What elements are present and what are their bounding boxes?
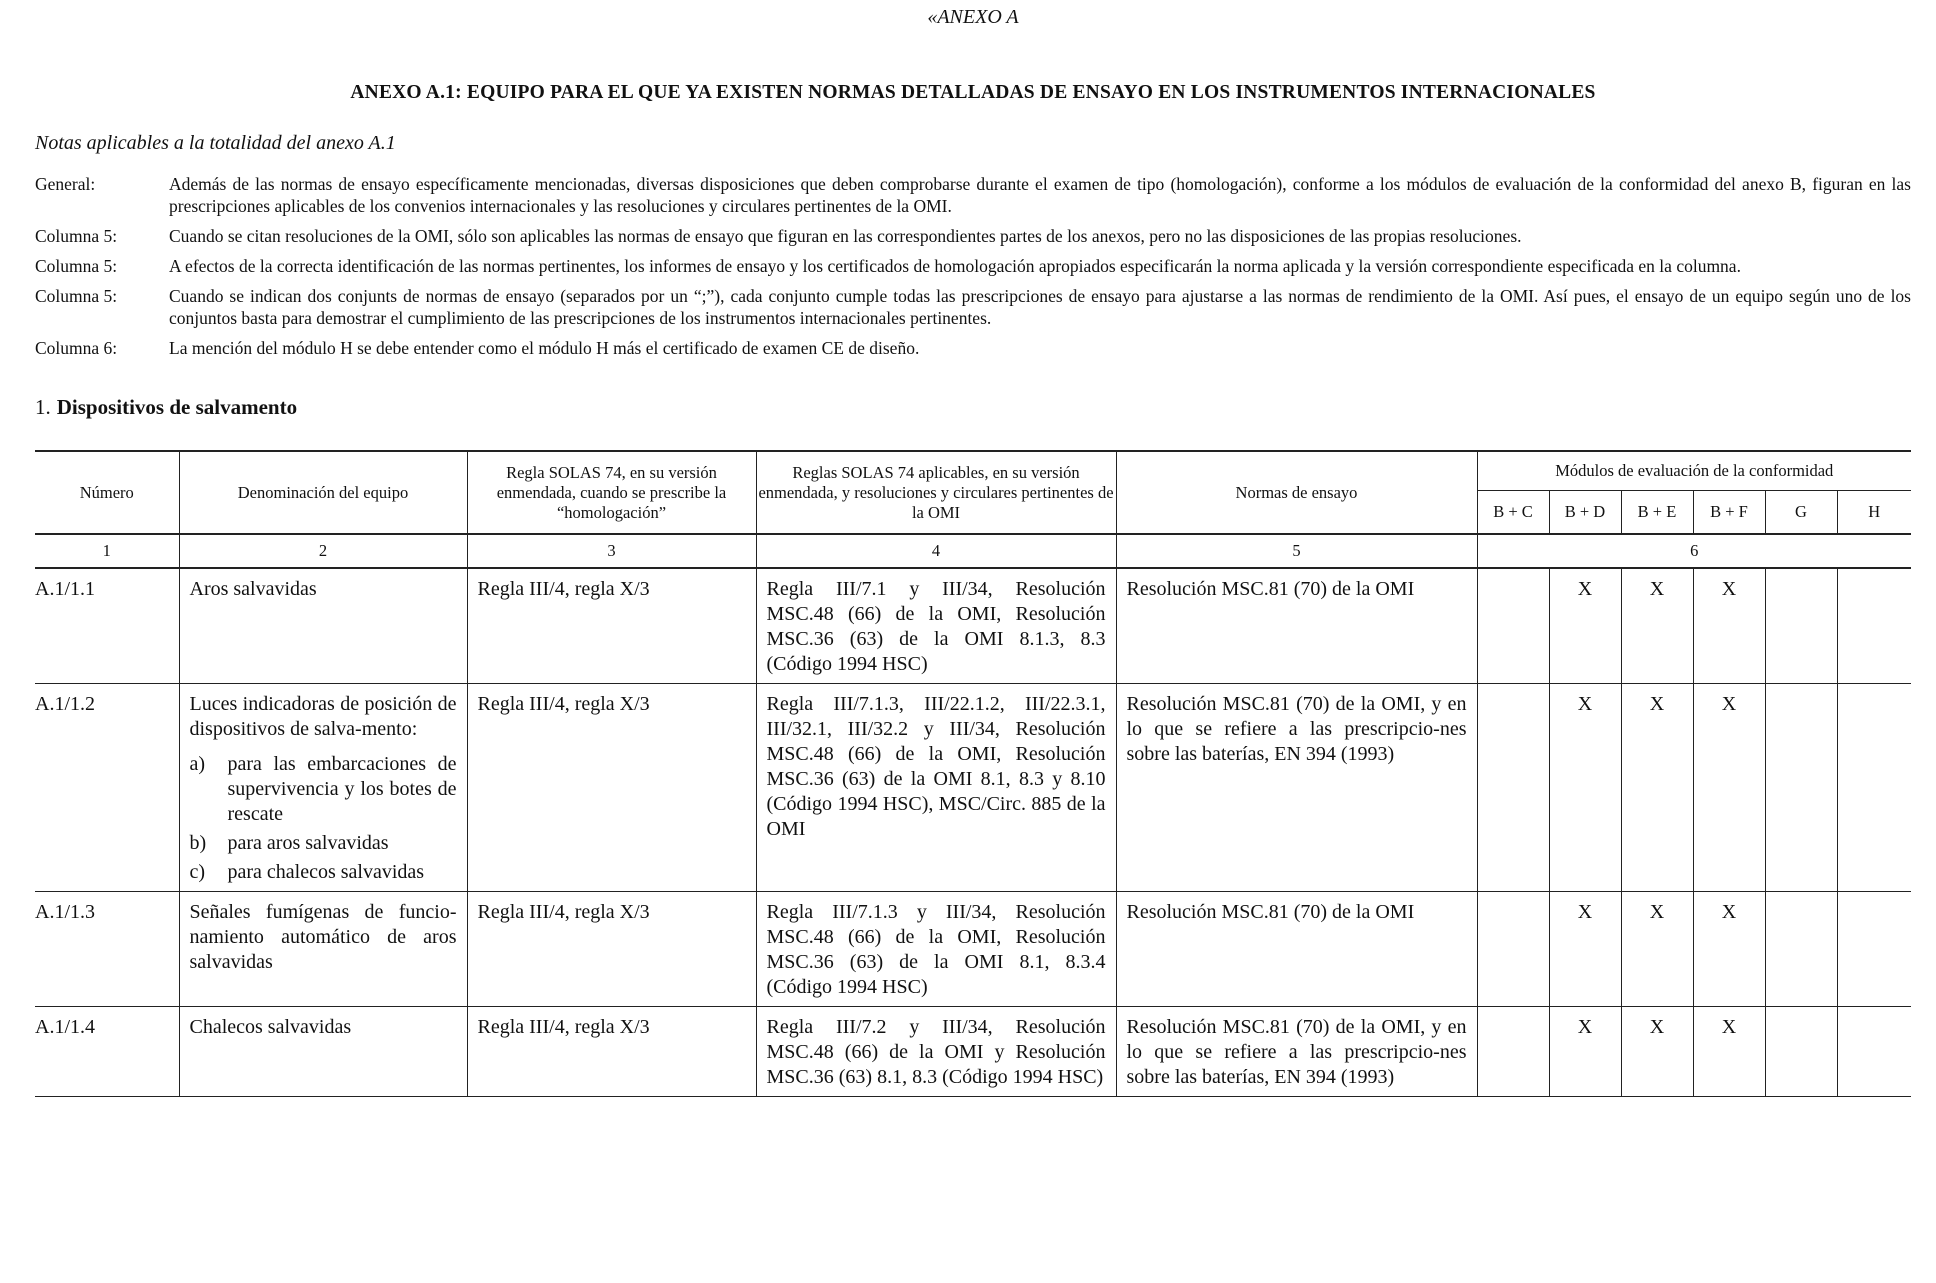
module-mark: X [1621,892,1693,1007]
header-module: H [1837,491,1911,535]
module-mark [1837,892,1911,1007]
header-reglas: Reglas SOLAS 74 aplicables, en su versión enmendada, y resoluciones y circulares pertinentes de la OMI [756,451,1116,534]
note-column-6 [35,337,1911,359]
column-number: 4 [756,534,1116,568]
note-text: Cuando se citan resoluciones de la OMI, sólo son aplicables las normas de ensayo que figuran en las correspondientes partes de los anexos, pero no las disposiciones de las propias resoluciones. [169,226,1522,246]
module-mark: X [1693,892,1765,1007]
row-number: A.1/1.1 [35,568,179,684]
equipment-name: Aros salvavidas [179,568,467,684]
equipment-name: Luces indicadoras de posición de dispositivos de salva-mento: [189,693,457,740]
document-page [35,0,1911,1097]
column-number: 5 [1116,534,1477,568]
sub-item-letter: a) [189,753,206,775]
test-standards: Resolución MSC.81 (70) de la OMI [1116,568,1477,684]
equipment-name: Chalecos salvavidas [179,1007,467,1097]
row-number: A.1/1.2 [35,684,179,892]
header-numero: Número [35,451,179,534]
solas-reglas: Regla III/7.2 y III/34, Resolución MSC.48 (66) de la OMI y Resolución MSC.36 (63) 8.1, 8.3 (Código 1994 HSC) [756,1007,1116,1097]
equipment-name: Señales fumígenas de funcio-namiento automático de aros salvavidas [179,892,467,1007]
sub-item-letter: c) [189,861,206,883]
sub-item-text: para las embarcaciones de supervivencia y los botes de rescate [227,753,457,825]
note-label: Columna 6: [35,338,118,358]
module-mark: X [1549,892,1621,1007]
module-mark [1765,568,1837,684]
note-text: A efectos de la correcta identificación de las normas pertinentes, los informes de ensayo y los certificados de homologación apropiados especificarán la norma aplicada y la versión correspondiente especificada en la columna. [169,256,1741,276]
header-module: B + C [1477,491,1549,535]
module-mark [1837,568,1911,684]
module-mark: X [1621,1007,1693,1097]
note-text: Cuando se indican dos conjunts de normas de ensayo (separados por un “;”), cada conjunto cumple todas las prescripciones de ensayo para ajustarse a las normas de rendimiento de la OMI. Así pues, el ensayo de un equipo según uno de los conjuntos basta para demostrar el cumplimiento de las prescripciones de los instrumentos internacionales pertinentes. [169,286,1911,328]
test-standards: Resolución MSC.81 (70) de la OMI, y en lo que se refiere a las prescripcio-nes sobre las baterías, EN 394 (1993) [1116,1007,1477,1097]
module-mark [1837,684,1911,892]
module-mark [1837,1007,1911,1097]
solas-regla: Regla III/4, regla X/3 [467,1007,756,1097]
module-mark: X [1549,1007,1621,1097]
notes-heading: Notas aplicables a la totalidad del anexo A.1 [35,132,396,154]
notes-list [35,173,1911,359]
note-label: Columna 5: [35,286,118,306]
equipment-table [35,450,1911,1097]
sub-item-text: para aros salvavidas [227,832,389,854]
equipment-name-cell [179,684,467,892]
note-column-5 [35,285,1911,329]
module-mark [1477,684,1549,892]
module-mark: X [1693,684,1765,892]
module-mark: X [1621,684,1693,892]
test-standards: Resolución MSC.81 (70) de la OMI, y en lo que se refiere a las prescripcio-nes sobre las baterías, EN 394 (1993) [1116,684,1477,892]
sub-item-text: para chalecos salvavidas [227,861,425,883]
module-mark: X [1549,568,1621,684]
note-column-5 [35,255,1911,277]
sub-item [190,752,457,827]
header-regla: Regla SOLAS 74, en su versión enmendada, cuando se prescribe la “homologación” [467,451,756,534]
module-mark [1765,892,1837,1007]
table-row [35,684,1911,892]
sub-item-letter: b) [189,832,207,854]
module-mark [1477,892,1549,1007]
note-text: Además de las normas de ensayo específicamente mencionadas, diversas disposiciones que deben comprobarse durante el examen de tipo (homologación), conforme a los módulos de evaluación de la conformidad del anexo B, figuran en las prescripciones aplicables de los convenios internacionales y las resoluciones y circulares pertinentes de la OMI. [169,174,1911,216]
table-row [35,568,1911,684]
header-modulos: Módulos de evaluación de la conformidad [1477,451,1911,491]
header-denominacion: Denominación del equipo [179,451,467,534]
solas-regla: Regla III/4, regla X/3 [467,892,756,1007]
header-module: B + F [1693,491,1765,535]
column-number: 6 [1477,534,1911,568]
module-mark [1765,684,1837,892]
header-module: B + E [1621,491,1693,535]
solas-reglas: Regla III/7.1.3 y III/34, Resolución MSC.48 (66) de la OMI, Resolución MSC.36 (63) de la OMI 8.1, 8.3.4 (Código 1994 HSC) [756,892,1116,1007]
header-normas: Normas de ensayo [1116,451,1477,534]
module-mark: X [1549,684,1621,892]
table-row [35,1007,1911,1097]
annex-label: «ANEXO A [927,6,1019,28]
section-name: Dispositivos de salvamento [56,395,298,419]
note-label: Columna 5: [35,256,118,276]
note-general [35,173,1911,217]
note-text: La mención del módulo H se debe entender como el módulo H más el certificado de examen CE de diseño. [169,338,920,358]
solas-reglas: Regla III/7.1 y III/34, Resolución MSC.48 (66) de la OMI, Resolución MSC.36 (63) de la OMI 8.1.3, 8.3 (Código 1994 HSC) [756,568,1116,684]
solas-reglas: Regla III/7.1.3, III/22.1.2, III/22.3.1, III/32.1, III/32.2 y III/34, Resolución MSC.48 (66) de la OMI, Resolución MSC.36 (63) de la OMI 8.1, 8.3 y 8.10 (Código 1994 HSC), MSC/Circ. 885 de la OMI [756,684,1116,892]
sub-item [190,831,457,856]
module-mark: X [1693,568,1765,684]
column-number: 1 [35,534,179,568]
module-mark [1765,1007,1837,1097]
note-column-5 [35,225,1911,247]
section-number: 1. [35,395,51,419]
solas-regla: Regla III/4, regla X/3 [467,568,756,684]
row-number: A.1/1.4 [35,1007,179,1097]
section-title [35,395,1911,420]
note-label: General: [35,174,96,194]
module-mark: X [1693,1007,1765,1097]
module-mark: X [1621,568,1693,684]
module-mark [1477,1007,1549,1097]
annex-title: ANEXO A.1: EQUIPO PARA EL QUE YA EXISTEN NORMAS DETALLADAS DE ENSAYO EN LOS INSTRUMENTOS INTERNACIONALES [350,82,1596,103]
test-standards: Resolución MSC.81 (70) de la OMI [1116,892,1477,1007]
row-number: A.1/1.3 [35,892,179,1007]
table-row [35,892,1911,1007]
module-mark [1477,568,1549,684]
column-number: 3 [467,534,756,568]
header-module: G [1765,491,1837,535]
column-number: 2 [179,534,467,568]
solas-regla: Regla III/4, regla X/3 [467,684,756,892]
header-module: B + D [1549,491,1621,535]
sub-item [190,860,457,885]
note-label: Columna 5: [35,226,118,246]
